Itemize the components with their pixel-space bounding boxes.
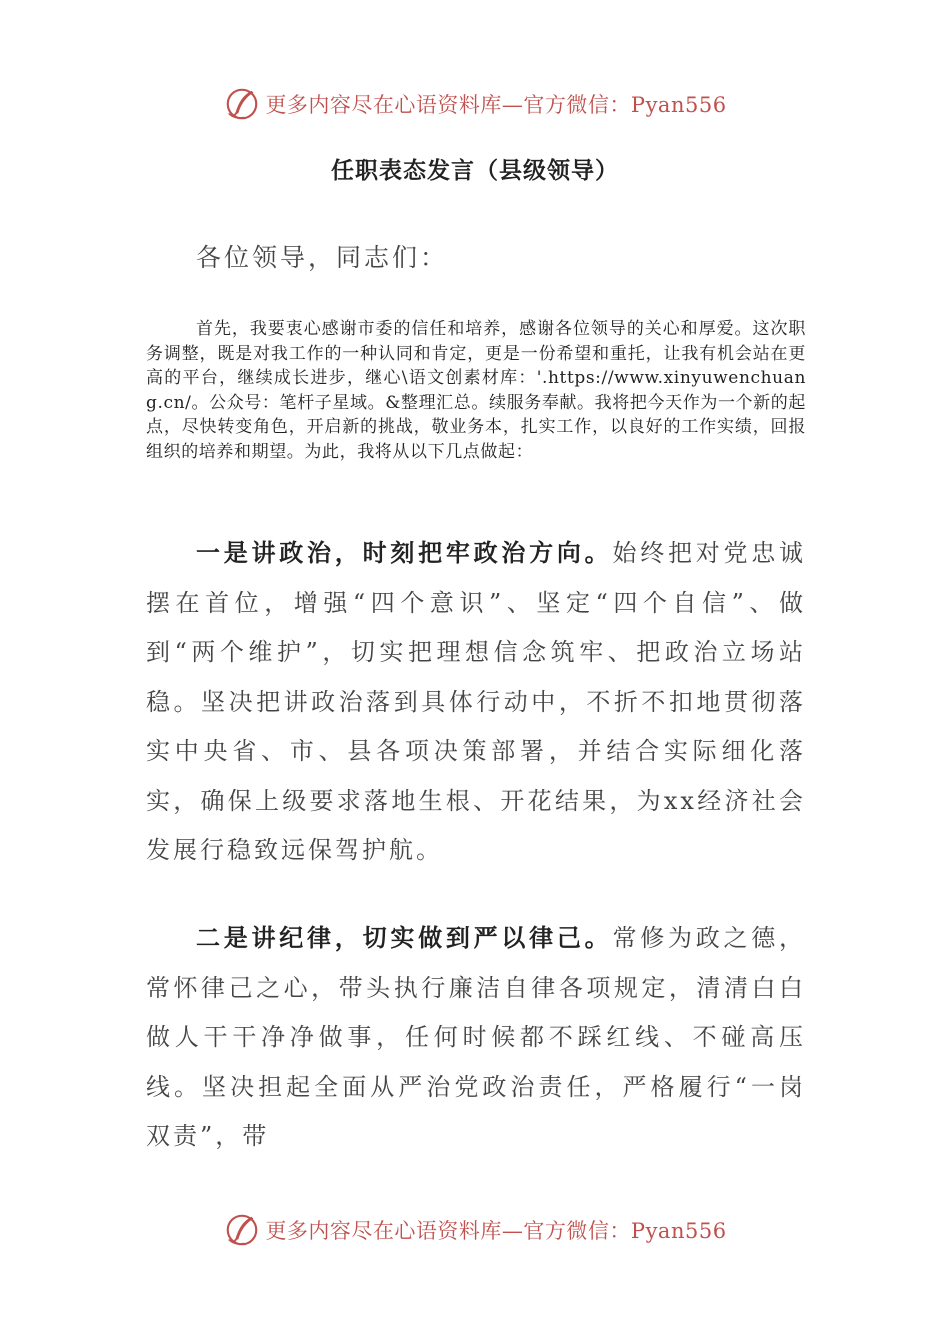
footer-banner-text: 更多内容尽在心语资料库—官方微信：Pyan556 — [265, 1219, 727, 1243]
salutation: 各位领导，同志们： — [196, 243, 449, 272]
point-2-lead: 二是讲纪律，切实做到严以律己。 — [196, 923, 613, 952]
footer-banner[interactable] — [0, 1208, 950, 1252]
point-2-body: 常修为政之德，常怀律己之心，带头执行廉洁自律各项规定，清清白白做人干干净净做事，任何时候都不踩红线、不碰高压线。坚决担起全面从严治党政治责任，严格履行“一岗双责”，带 — [146, 924, 807, 1150]
point-paragraph-2 — [146, 913, 807, 1150]
point-1-lead: 一是讲政治，时刻把牢政治方向。 — [196, 538, 613, 567]
quill-pen-logo-icon — [223, 85, 261, 123]
point-1-body: 始终把对党忠诚摆在首位，增强“四个意识”、坚定“四个自信”、做到“两个维护”，切实把理想信念筑牢、把政治立场站稳。坚决把讲政治落到具体行动中，不折不扣地贯彻落实中央省、市、县各项决策部署，并结合实际细化落实，确保上级要求落地生根、开花结果，为xx经济社会发展行稳致远保驾护航。 — [146, 539, 807, 864]
intro-paragraph: 首先，我要衷心感谢市委的信任和培养，感谢各位领导的关心和厚爱。这次职务调整，既是对我工作的一种认同和肯定，更是一份希望和重托，让我有机会站在更高的平台，继续成长进步，继心\语文创素材库：'.https://www.xinyuwenchuang.cn/。公众号：笔杆子星域。&整理汇总。续服务奉献。我将把今天作为一个新的起点，尽快转变角色，开启新的挑战，敬业务本，扎实工作，以良好的工作实绩，回报组织的培养和期望。为此，我将从以下几点做起： — [146, 319, 806, 462]
header-banner-text: 更多内容尽在心语资料库—官方微信：Pyan556 — [265, 93, 727, 117]
header-banner[interactable] — [0, 82, 950, 126]
point-paragraph-1 — [146, 528, 806, 876]
quill-pen-logo-icon — [223, 1211, 261, 1249]
document-title: 任职表态发言（县级领导） — [331, 157, 619, 184]
